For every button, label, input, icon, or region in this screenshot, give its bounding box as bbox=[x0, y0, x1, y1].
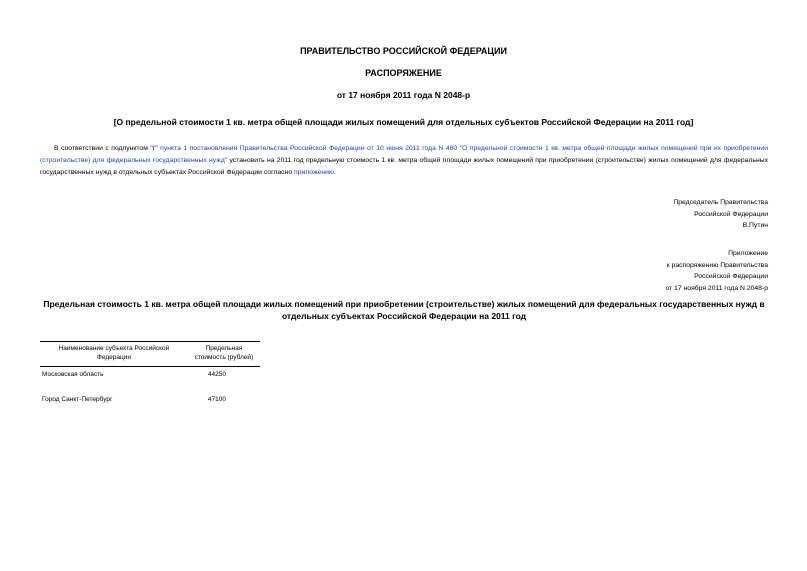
main-paragraph bbox=[40, 143, 768, 179]
signature-position: Председатель Правительства bbox=[673, 199, 768, 206]
document-title: [О предельной стоимости 1 кв. метра общей площади жилых помещений для отдельных субъектов Российской Федерации на 2011 год] bbox=[113, 117, 694, 127]
paragraph-text-middle: установить на 2011 год предельную стоимость 1 кв. метра общей площади жилых помещений при приобретении (строительстве) жилых помещений для федеральных государственных нужд в отдельных субъектах Российской Федерации согласно bbox=[40, 157, 768, 176]
signature-block bbox=[673, 197, 768, 232]
table-row bbox=[40, 367, 260, 393]
signature-organization: Российской Федерации bbox=[694, 210, 768, 218]
price-table bbox=[40, 341, 260, 417]
table-header-row bbox=[40, 342, 260, 367]
appendix-date: от 17 ноября 2011 года N 2048-р bbox=[665, 284, 768, 292]
appendix-label: Приложение bbox=[728, 250, 768, 257]
paragraph-text-end: . bbox=[333, 169, 336, 176]
price-value: 44250 bbox=[207, 371, 226, 378]
appendix-header bbox=[665, 248, 768, 294]
appendix-reference: к распоряжению Правительства bbox=[666, 261, 768, 269]
column-header-price: Предельная стоимость (рублей) bbox=[188, 342, 260, 367]
region-name: Город Санкт-Петербург bbox=[42, 396, 113, 403]
paragraph-text-start: В соответствии с подпунктом "г" bbox=[54, 145, 161, 152]
column-header-region: Наименование субъекта Российской Федерации bbox=[40, 342, 188, 367]
region-name: Московская область bbox=[42, 371, 104, 378]
government-heading: ПРАВИТЕЛЬСТВО РОССИЙСКОЙ ФЕДЕРАЦИИ bbox=[300, 46, 507, 56]
appendix-organization: Российской Федерации bbox=[694, 273, 768, 280]
appendix-title: Предельная стоимость 1 кв. метра общей площади жилых помещений при приобретении (строительстве) жилых помещений для федеральных государственных нужд в отдельных субъектах Российской Федерации на 2011 год bbox=[43, 299, 765, 321]
table-row bbox=[40, 392, 260, 417]
price-value: 47100 bbox=[207, 396, 226, 403]
appendix-link[interactable]: приложению bbox=[293, 169, 334, 176]
document-date-number: от 17 ноября 2011 года N 2048-р bbox=[336, 90, 471, 100]
signature-name: В.Путин bbox=[742, 222, 768, 229]
document-type: РАСПОРЯЖЕНИЕ bbox=[365, 68, 442, 78]
decree-link[interactable]: пункта 1 постановления Правительства Российской Федерации от 10 июня 2011 года N 460 "О предельной стоимости 1 кв. метра общей площади жилых помещений при их приобретении (строительстве) для федеральных государственных нужд" bbox=[40, 145, 768, 164]
